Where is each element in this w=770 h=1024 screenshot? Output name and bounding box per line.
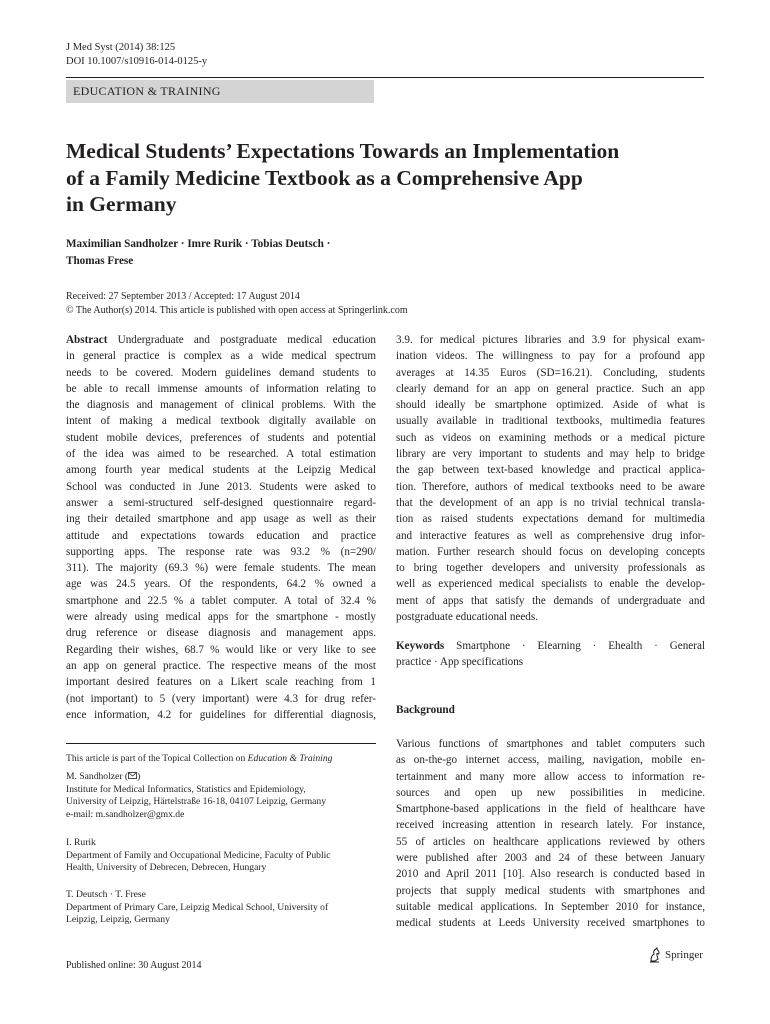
affiliation-line: Department of Family and Occupational Medicine, Faculty of Public bbox=[66, 849, 331, 861]
background-section bbox=[396, 736, 705, 932]
text-line: ination videos. The willingness to pay for a profound app bbox=[396, 350, 705, 363]
text-line: projects that supply medical students with smartphones and bbox=[396, 884, 705, 897]
title-line: in Germany bbox=[66, 192, 177, 216]
publisher-logo bbox=[648, 947, 703, 963]
text-line: an app on general practice. The respective means of the most bbox=[66, 659, 376, 672]
text-line: ing their detailed smartphone and app usage as well as their bbox=[66, 513, 376, 526]
text-line: ment of apps that satisfy the demands of undergraduate and bbox=[396, 594, 705, 607]
text-line: such as videos on examining methods or a medical picture bbox=[396, 431, 705, 444]
text-line: ence information, 4.2 for guidelines for differential diagnosis, bbox=[66, 708, 376, 721]
affiliation-line: Health, University of Debrecen, Debrecen, Hungary bbox=[66, 862, 267, 873]
text-line: (not important) to 5 (very important) were 4.3 for drug refer- bbox=[66, 692, 376, 705]
affiliation-deutsch-frese bbox=[66, 889, 376, 927]
published-online: Published online: 30 August 2014 bbox=[66, 960, 202, 971]
affiliation-line: Institute for Medical Informatics, Statistics and Epidemiology, bbox=[66, 783, 306, 795]
text-line: answer a semi-structured self-designed questionnaire regard- bbox=[66, 496, 376, 509]
topical-collection-link[interactable]: Education & Training bbox=[247, 753, 333, 764]
text-line: intent of making a medical textbook digitally available on bbox=[66, 415, 376, 428]
text-line: attitude and expectations towards education and practice bbox=[66, 529, 376, 542]
text-line: averages at 14.35 Euros (SD=16.21). Concluding, students bbox=[396, 366, 705, 379]
keywords-text: Smartphone · Elearning · Ehealth · General bbox=[456, 640, 705, 652]
authors-line: Maximilian Sandholzer · Imre Rurik · Tobias Deutsch · bbox=[66, 238, 331, 250]
received-accepted: Received: 27 September 2013 / Accepted: 17 August 2014 bbox=[66, 291, 300, 302]
abstract-label: Abstract bbox=[66, 334, 108, 346]
affiliation-sandholzer bbox=[66, 771, 376, 821]
text-line: School was conducted in June 2013. Students were asked to bbox=[66, 480, 376, 493]
text-line: clearly demand for an app on general practice. Such an app bbox=[396, 382, 705, 395]
text-line: drug reference or disease diagnosis and management apps. bbox=[66, 627, 376, 640]
title-line: of a Family Medicine Textbook as a Comprehensive App bbox=[66, 165, 583, 190]
text-line: tion as raised students expectations demand for multimedia bbox=[396, 513, 705, 526]
affiliation-author bbox=[66, 771, 376, 784]
text-line: smartphone and 22.5 % a tablet computer. A total of 32.4 % bbox=[66, 594, 376, 607]
author-list bbox=[66, 236, 396, 270]
text-line: were already using medical apps for the smartphone - mostly bbox=[66, 611, 376, 624]
header-rule bbox=[66, 77, 704, 78]
text-line: mation. Further research should focus on developing concepts bbox=[396, 545, 705, 558]
text-line: medical students at Leeds University received smartphones to bbox=[396, 917, 705, 930]
journal-citation: J Med Syst (2014) 38:125 bbox=[66, 42, 176, 53]
abstract-body bbox=[66, 348, 376, 723]
envelope-icon bbox=[128, 772, 137, 779]
text-line: needs to be covered. Modern guidelines demand students to bbox=[66, 366, 376, 379]
text-line: to bring together developers and university professionals as bbox=[396, 562, 705, 575]
text-line: postgraduate educational needs. bbox=[396, 611, 538, 624]
text-line: library are very important to students and may help to bridge bbox=[396, 448, 705, 461]
title-line: Medical Students’ Expectations Towards an Implementation bbox=[66, 139, 620, 163]
text-line: 55 of articles on healthcare applications reviewed by others bbox=[396, 835, 705, 848]
affiliation-author: T. Deutsch · T. Frese bbox=[66, 889, 146, 900]
text-line: 3.9. for medical pictures libraries and 3.9 for physical exam- bbox=[396, 334, 705, 346]
text-line: were published after 2003 and 24 of these between January bbox=[396, 852, 705, 865]
text-line: tertainment and many more allow access to information re- bbox=[396, 770, 705, 783]
text-line: should ideally be smartphone optimized. Aside of what is bbox=[396, 399, 705, 412]
abstract-continued-body bbox=[396, 332, 705, 625]
text-line: received increasing attention in research lately. For instance, bbox=[396, 819, 705, 832]
affiliation-rurik bbox=[66, 837, 376, 875]
footnote-rule bbox=[66, 743, 376, 744]
journal-reference bbox=[66, 41, 207, 69]
topical-collection-note bbox=[66, 753, 376, 766]
text-line: 2010 and April 2011 [10]. Also research is conducted based in bbox=[396, 868, 705, 881]
text-line: in general practice is complex as a wide medical spectrum bbox=[66, 350, 376, 363]
text-line: Various functions of smartphones and tablet computers such bbox=[396, 738, 705, 750]
copyright-notice: © The Author(s) 2014. This article is published with open access at Springerlink.com bbox=[66, 304, 408, 316]
text-line: Regarding their wishes, 68.7 % would like or very like to see bbox=[66, 643, 376, 656]
keywords-line bbox=[396, 638, 705, 654]
abstract-text: Undergraduate and postgraduate medical education bbox=[117, 334, 376, 346]
text-line: sources and open up new possibilities in medicine. bbox=[396, 786, 705, 799]
abstract-first-line bbox=[66, 332, 376, 348]
text-line: Smartphone-based applications in the field of healthcare have bbox=[396, 803, 705, 816]
springer-horse-icon bbox=[648, 947, 662, 963]
text-line: tion. Therefore, authors of medical textbooks need to be aware bbox=[396, 480, 705, 493]
text-line: and interactive features as well as comprehensive drug infor- bbox=[396, 529, 705, 542]
keywords-line: practice · App specifications bbox=[396, 656, 524, 669]
affiliation-line: University of Leipzig, Härtelstraße 16-18, 04107 Leipzig, Germany bbox=[66, 796, 327, 807]
email-link[interactable]: e-mail: m.sandholzer@gmx.de bbox=[66, 808, 185, 820]
text-line: supporting apps. The response rate was 93.2 % (n=290/ bbox=[66, 545, 376, 558]
article-title bbox=[66, 138, 686, 218]
author-name: M. Sandholzer ( bbox=[66, 771, 129, 782]
authors-line: Thomas Frese bbox=[66, 255, 134, 267]
affiliation-line: Leipzig, Leipzig, Germany bbox=[66, 914, 170, 925]
doi[interactable]: DOI 10.1007/s10916-014-0125-y bbox=[66, 56, 208, 67]
text-line: well as experienced medical specialists to enable the develop- bbox=[396, 578, 705, 591]
text-line: 311). The majority (69.3 %) were female students. The mean bbox=[66, 562, 376, 575]
text-line: that the development of an app is no trivial technical transla- bbox=[396, 496, 705, 509]
section-label: EDUCATION & TRAINING bbox=[73, 84, 221, 98]
author-name-end: ) bbox=[137, 771, 141, 782]
text-line: among fourth year medical students at the Leipzig Medical bbox=[66, 464, 376, 477]
article-dates bbox=[66, 290, 408, 317]
affiliation-author: I. Rurik bbox=[66, 837, 96, 848]
text-line: age was 24.5 years. Of the respondents, 64.2 % owned a bbox=[66, 578, 376, 591]
text-line: of the idea was aimed to be researched. A total estimation bbox=[66, 448, 376, 461]
keywords-label: Keywords bbox=[396, 640, 445, 652]
affiliation-line: Department of Primary Care, Leipzig Medical School, University of bbox=[66, 901, 329, 913]
text-line: suitable medical applications. In September 2010 for instance, bbox=[396, 900, 705, 913]
topical-prefix: This article is part of the Topical Collection on bbox=[66, 753, 248, 764]
text-line: the gap between text-based knowledge and practical applica- bbox=[396, 464, 705, 477]
text-line: usually available in traditional textbooks, multimedia features bbox=[396, 415, 705, 428]
abstract-continued bbox=[396, 332, 705, 625]
text-line: student mobile devices, preferences of students and potential bbox=[66, 431, 376, 444]
abstract bbox=[66, 332, 376, 723]
text-line: be able to recall immense amounts of information relating to bbox=[66, 382, 376, 395]
text-line: the diagnosis and management of clinical problems. With the bbox=[66, 399, 376, 412]
background-heading: Background bbox=[396, 704, 455, 716]
keywords bbox=[396, 638, 705, 671]
text-line: as on-the-go internet access, mailing, navigation, mobile en- bbox=[396, 754, 705, 767]
publisher-name: Springer bbox=[665, 949, 703, 961]
text-line: important desired features on a Likert scale reaching from 1 bbox=[66, 676, 376, 689]
background-body bbox=[396, 736, 705, 932]
